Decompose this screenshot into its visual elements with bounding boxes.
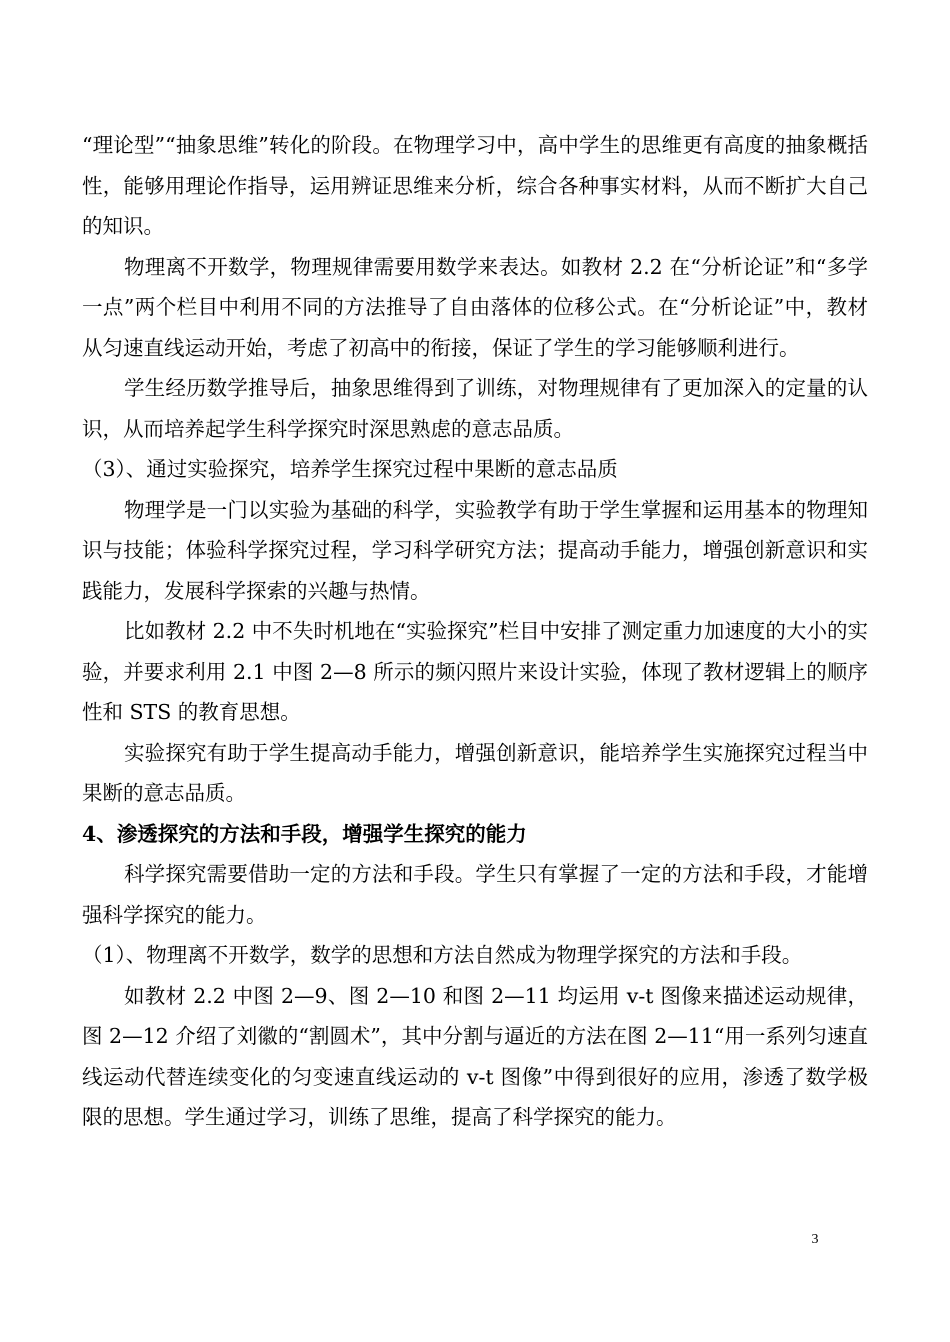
paragraph-continuation: “理论型”“抽象思维”转化的阶段。在物理学习中，高中学生的思维更有高度的抽象概括性，能够用理论作指导，运用辨证思维来分析，综合各种事实材料，从而不断扩大自己的知识。	[82, 133, 868, 238]
paragraph-math-physics: 物理离不开数学，物理规律需要用数学来表达。如教材 2.2 在“分析论证”和“多学一点”两个栏目中利用不同的方法推导了自由落体的位移公式。在“分析论证”中，教材从匀速直线运动开始，考虑了初高中的衔接，保证了学生的学习能够顺利进行。	[82, 254, 868, 360]
paragraph-textbook-example: 比如教材 2.2 中不失时机地在“实验探究”栏目中安排了测定重力加速度的大小的实验，并要求利用 2.1 中图 2—8 所示的频闪照片来设计实验，体现了教材逻辑上的顺序性和 STS 的教育思想。	[82, 619, 868, 724]
paragraph-vt-graph: 如教材 2.2 中图 2—9、图 2—10 和图 2—11 均运用 v-t 图像来描述运动规律，图 2—12 介绍了刘徽的“割圆术”，其中分割与逼近的方法在图 2—11“用一系列匀速直线运动代替连续变化的匀变速直线运动的 v-t 图像”中得到很好的应用，渗透了数学极限的思想。学生通过学习，训练了思维，提高了科学探究的能力。	[82, 983, 868, 1129]
section-heading-4: 4、渗透探究的方法和手段，增强学生探究的能力	[82, 821, 527, 846]
document-body	[82, 125, 868, 1138]
paragraph-abstract-thinking: 学生经历数学推导后，抽象思维得到了训练，对物理规律有了更加深入的定量的认识，从而培养起学生科学探究时深思熟虑的意志品质。	[82, 376, 868, 441]
subheading-experiment-inquiry: （3）、通过实验探究，培养学生探究过程中果断的意志品质	[82, 457, 618, 481]
subheading-math-methods: （1）、物理离不开数学，数学的思想和方法自然成为物理学探究的方法和手段。	[82, 943, 803, 967]
page-number: 3	[811, 1232, 819, 1247]
paragraph-experiment-benefit: 实验探究有助于学生提高动手能力，增强创新意识，能培养学生实施探究过程当中果断的意志品质。	[82, 740, 868, 805]
paragraph-methods-means: 科学探究需要借助一定的方法和手段。学生只有掌握了一定的方法和手段，才能增强科学探究的能力。	[82, 862, 868, 927]
paragraph-experiment-science: 物理学是一门以实验为基础的科学，实验教学有助于学生掌握和运用基本的物理知识与技能；体验科学探究过程，学习科学研究方法；提高动手能力，增强创新意识和实践能力，发展科学探索的兴趣与热情。	[82, 497, 868, 603]
